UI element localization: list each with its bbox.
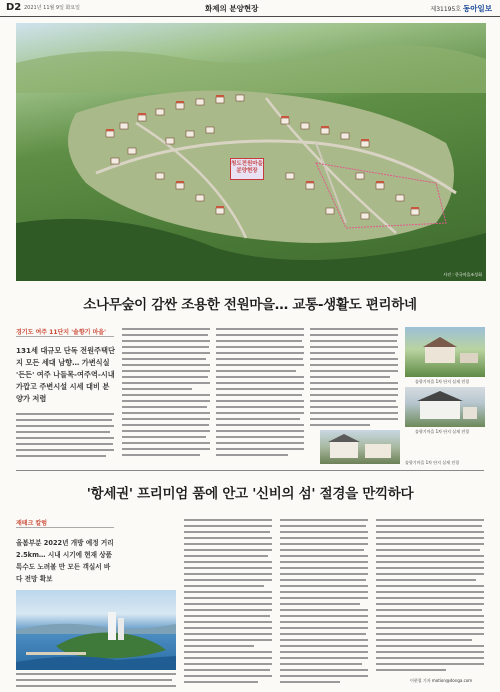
- house-shapes: [405, 327, 485, 377]
- body-column-2-3: [280, 518, 368, 686]
- aerial-illustration: [16, 23, 486, 281]
- body-column-2: [122, 327, 210, 465]
- article-kicker: 경기도 여주 11단지 '솔향기 마을': [16, 329, 106, 336]
- body-column-2-2: [184, 518, 272, 686]
- photo-caption-3: 솔향기마을 1차 단지 실제 전경: [405, 460, 459, 465]
- text-lines: [216, 327, 304, 465]
- page-header: [0, 0, 500, 17]
- photo-caption-2: 솔향기마을 1차 단지 실제 전경: [415, 429, 469, 434]
- paper-name: 동아일보: [463, 4, 492, 13]
- section-title: 화제의 분양현장: [205, 4, 259, 13]
- article-headline-2: '항세권' 프리미엄 품에 안고 '신비의 섬' 절경을 만끽하다: [86, 486, 414, 502]
- masthead-right: [430, 3, 492, 14]
- issue-number: 제31195호: [430, 6, 462, 13]
- body-column-3: [216, 327, 304, 465]
- text-lines: [376, 518, 484, 674]
- house-shapes: [405, 387, 485, 427]
- photo-credit: 사진 : 한국마을조성회: [443, 272, 482, 277]
- article-kicker-2: 재테크 칼럼: [16, 520, 48, 527]
- aerial-village-photo: [16, 23, 486, 281]
- text-lines: [184, 518, 272, 686]
- article-subheadline: 131세 대규모 단독 전원주택단지 모든 세대 남향… 가변식실 '든든' 여주 나들목-여주역-시내 가깝고 주변시설 시세 대비 분양가 저렴: [16, 346, 115, 403]
- village-photo-1: [405, 327, 485, 377]
- divider: [16, 527, 114, 528]
- village-photo-2: [405, 387, 485, 427]
- divider: [16, 336, 114, 337]
- text-lines: [280, 518, 368, 686]
- article-headline: 소나무숲이 감싼 조용한 전원마을… 교통-생활도 편리하네: [83, 297, 417, 313]
- reporter-byline: 이현철 기자 motion@donga.com: [410, 678, 473, 683]
- issue-date: 2021년 11월 9일 화요일: [24, 5, 81, 11]
- section-divider: [16, 470, 484, 471]
- page-number: D2: [6, 2, 22, 13]
- body-column-2-1: [16, 672, 176, 688]
- text-lines: [16, 412, 114, 464]
- island-resort-photo: [16, 590, 176, 670]
- text-lines: [122, 327, 210, 465]
- body-column-1: [16, 412, 114, 464]
- photo-caption-1: 솔향기마을 1차 단지 실제 전경: [415, 379, 469, 384]
- village-photo-3: [320, 430, 400, 464]
- body-column-2-4: [376, 518, 484, 674]
- article-subheadline-2: 올봄부분 2022년 개방 예정 거리 2.5km… 시내 시기에 현재 상품 특수도 노려볼 만 모든 객실서 바다 전망 확보: [16, 539, 114, 583]
- house-shapes: [320, 430, 400, 464]
- text-lines: [16, 672, 176, 688]
- island-illustration: [16, 590, 176, 670]
- photo-location-tag: 청도전원마을 분양현장: [230, 158, 264, 180]
